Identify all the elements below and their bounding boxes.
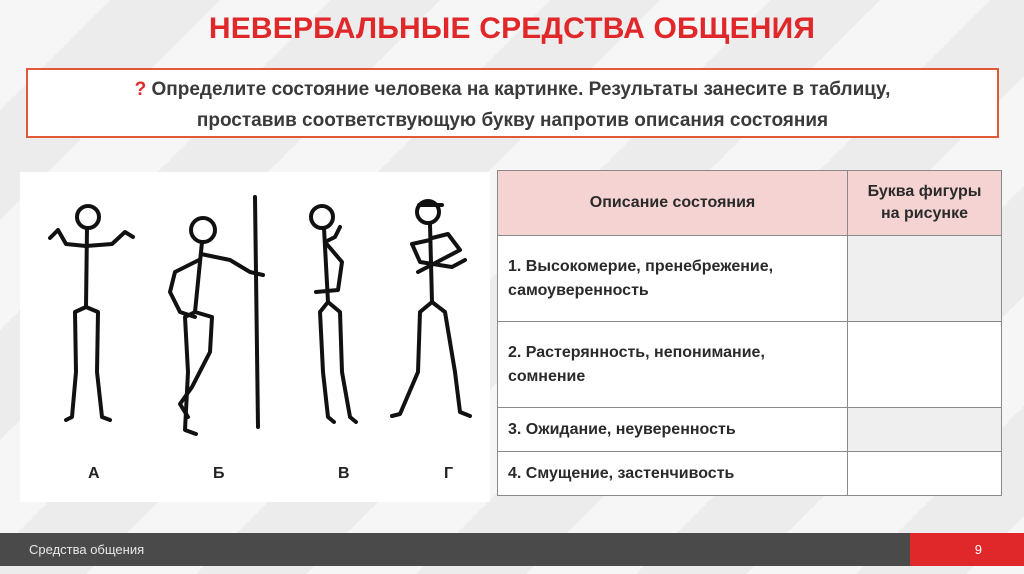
page-number: 9 bbox=[974, 542, 982, 557]
figure-label-b: Б bbox=[213, 465, 225, 482]
figure-label-g: Г bbox=[444, 465, 454, 482]
stick-figures-panel bbox=[20, 172, 490, 502]
question-line-2: проставив соответствующую букву напротив описания состояния bbox=[196, 110, 829, 131]
row-description bbox=[498, 452, 848, 496]
footer-text: Средства общения bbox=[29, 542, 145, 557]
table-row bbox=[498, 322, 1002, 408]
states-table bbox=[497, 170, 1002, 496]
question-line-1: Определите состояние человека на картинке. Результаты занесите в таблицу, bbox=[151, 79, 891, 100]
row-2-line-2: сомнение bbox=[508, 367, 586, 385]
header-letter bbox=[848, 171, 1002, 236]
figure-label-v: В bbox=[338, 465, 350, 482]
row-description bbox=[498, 408, 848, 452]
footer-bar bbox=[0, 533, 1024, 566]
stick-figures-drawing bbox=[20, 172, 490, 502]
figure-a-drawing bbox=[50, 206, 133, 420]
header-letter-line-1: Буква фигуры bbox=[867, 183, 982, 200]
row-2-line-1: 2. Растерянность, непонимание, bbox=[508, 343, 765, 361]
row-1-letter-cell[interactable] bbox=[848, 236, 1002, 322]
table-row bbox=[498, 236, 1002, 322]
row-3-letter-cell[interactable] bbox=[848, 408, 1002, 452]
figure-b-drawing bbox=[170, 197, 263, 434]
question-mark-icon: ? bbox=[134, 79, 147, 100]
row-3-line-1: 3. Ожидание, неуверенность bbox=[508, 420, 736, 438]
row-4-letter-cell[interactable] bbox=[848, 452, 1002, 496]
figure-g-drawing bbox=[392, 201, 470, 416]
header-description: Описание состояния bbox=[498, 171, 848, 236]
row-description bbox=[498, 236, 848, 322]
slide-title: НЕВЕРБАЛЬНЫЕ СРЕДСТВА ОБЩЕНИЯ bbox=[208, 12, 816, 45]
table-row bbox=[498, 408, 1002, 452]
row-1-line-1: 1. Высокомерие, пренебрежение, bbox=[508, 257, 774, 275]
figure-v-drawing bbox=[311, 206, 356, 422]
row-description bbox=[498, 322, 848, 408]
question-box bbox=[26, 68, 999, 138]
header-letter-line-2: на рисунке bbox=[881, 205, 968, 222]
page-number-box bbox=[910, 533, 1024, 566]
row-4-line-1: 4. Смущение, застенчивость bbox=[508, 464, 735, 482]
row-1-line-2: самоуверенность bbox=[508, 281, 649, 299]
row-2-letter-cell[interactable] bbox=[848, 322, 1002, 408]
table-row bbox=[498, 452, 1002, 496]
figure-label-a: А bbox=[88, 465, 100, 482]
